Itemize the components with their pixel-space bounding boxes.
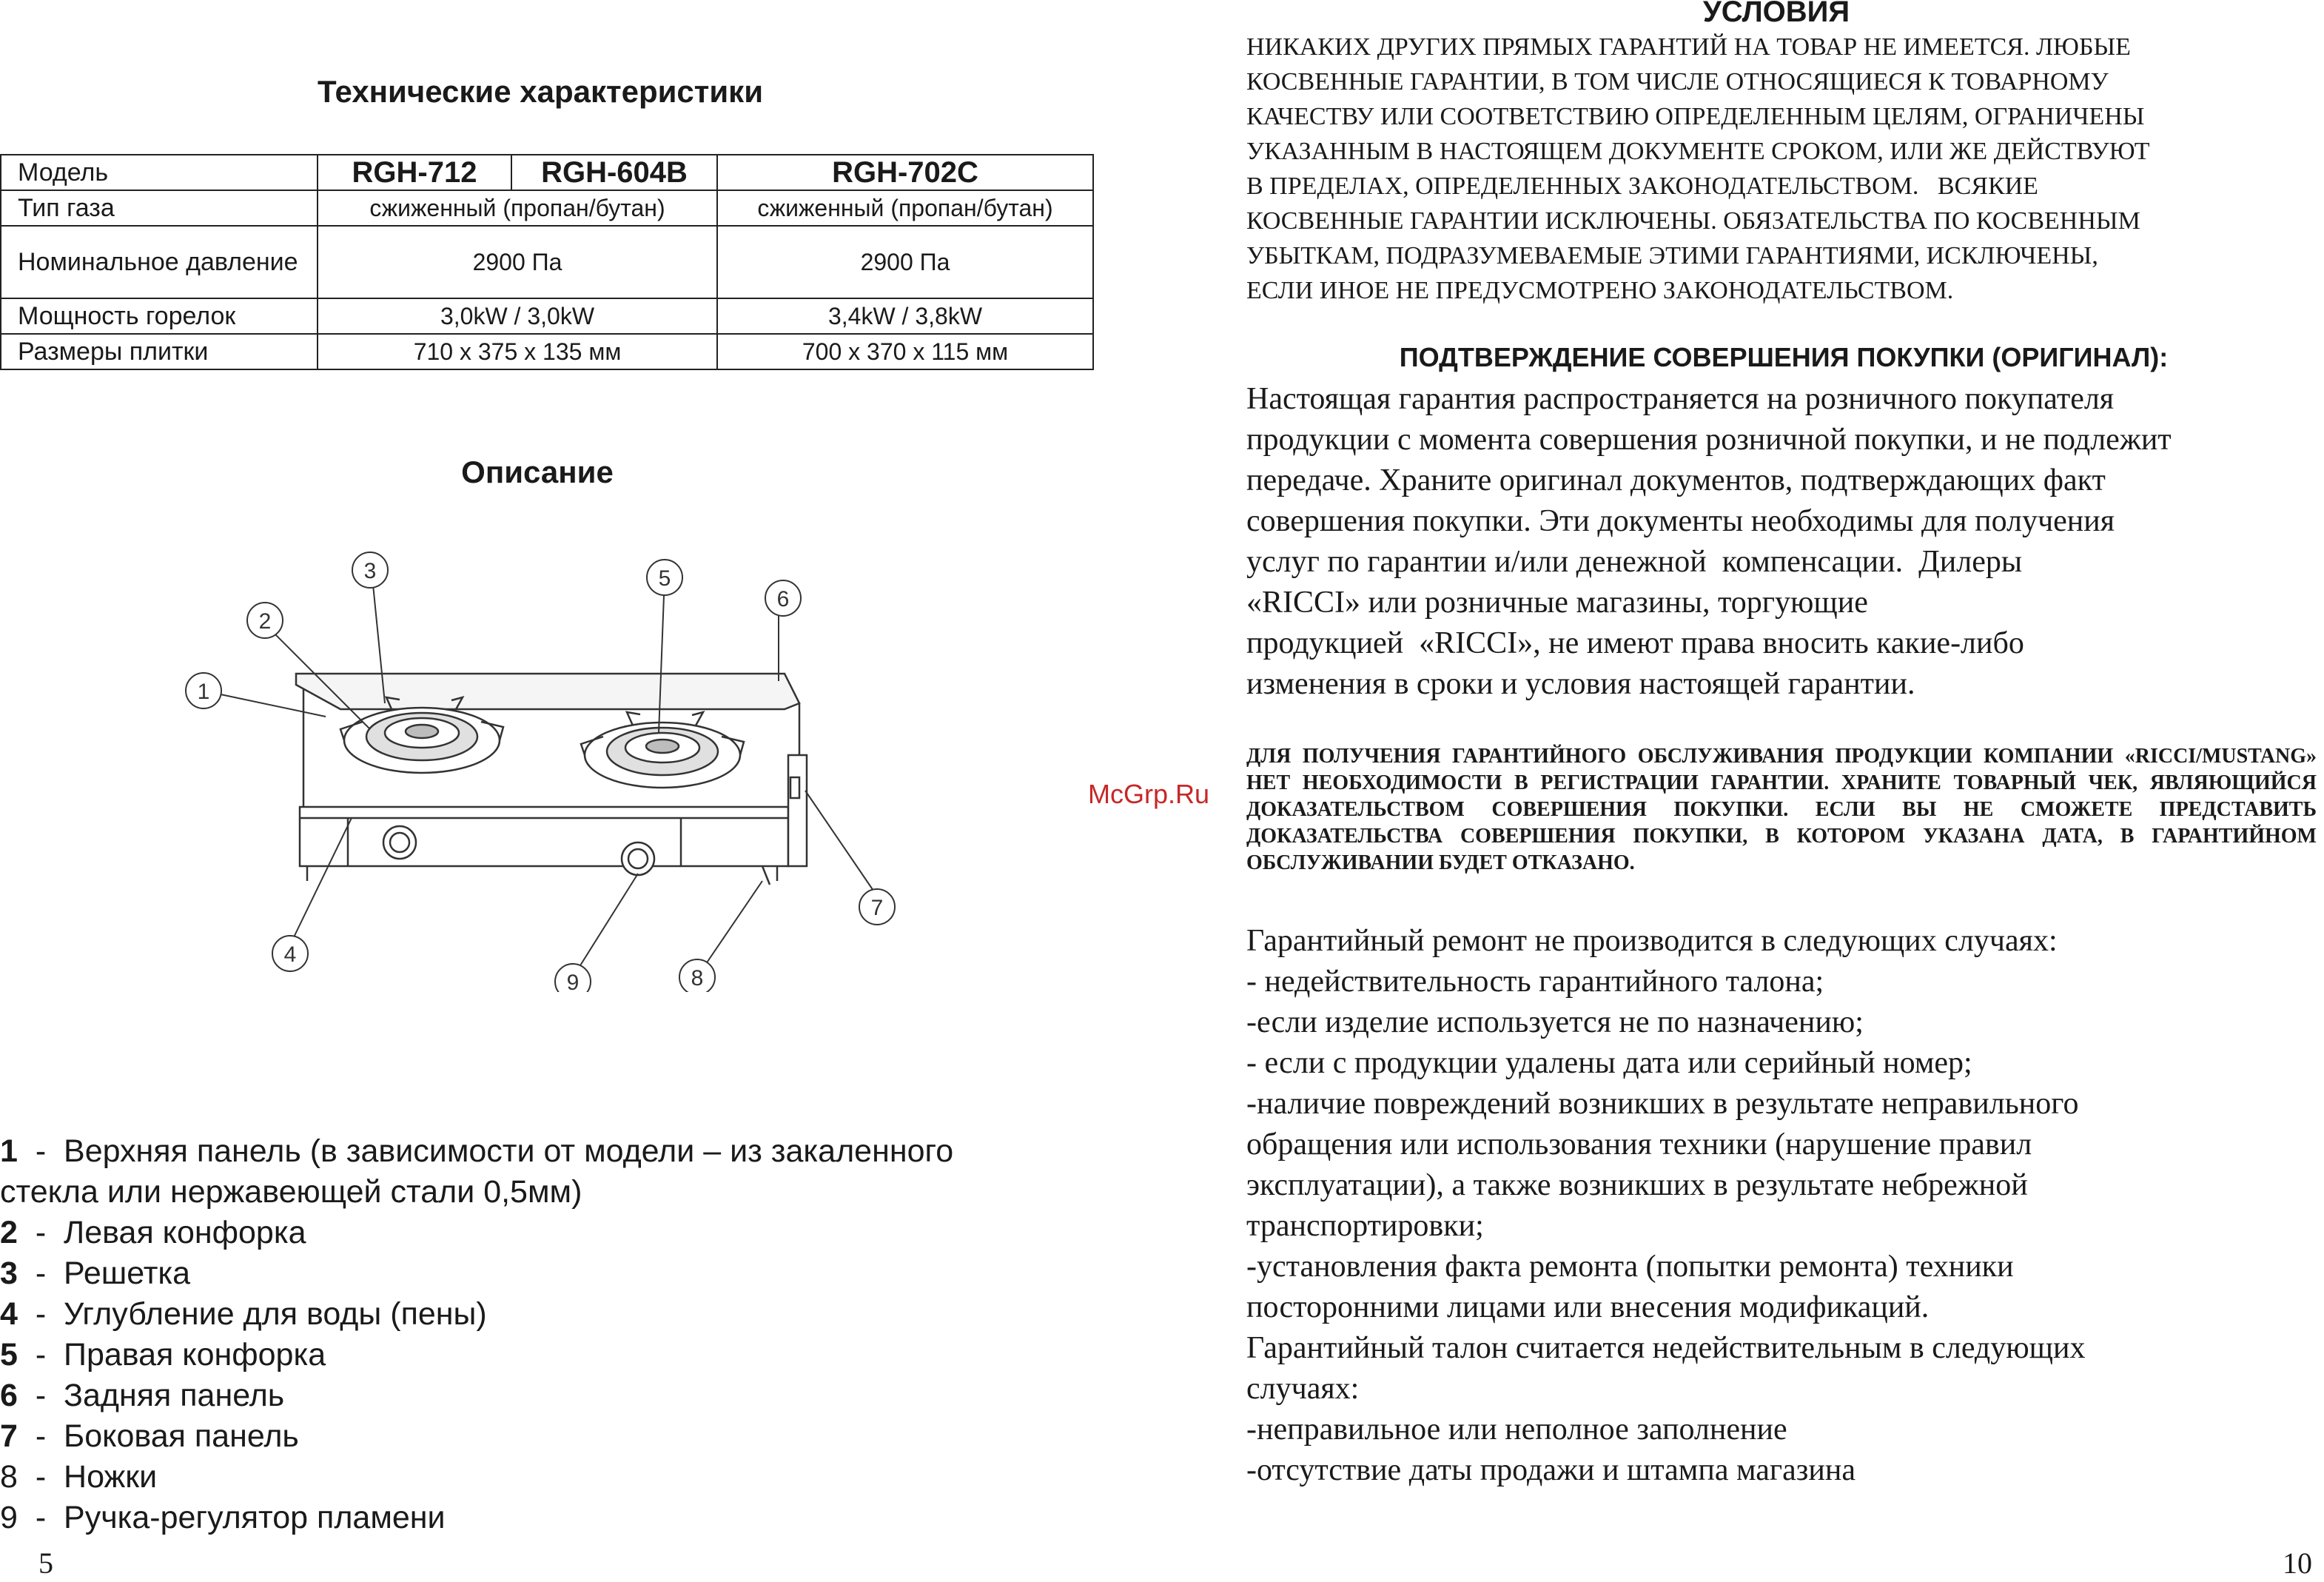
list-item: стекла или нержавеющей стали 0,5мм)	[0, 1174, 582, 1210]
text-line: НИКАКИХ ДРУГИХ ПРЯМЫХ ГАРАНТИЙ НА ТОВАР НЕ ИМЕЕТСЯ. ЛЮБЫЕ	[1246, 33, 2131, 61]
spec-row-label: Размеры плитки	[1, 334, 318, 369]
list-item: 1 - Верхняя панель (в зависимости от модели – из закаленного	[0, 1133, 954, 1169]
service-notice: ДЛЯ ПОЛУЧЕНИЯ ГАРАНТИЙНОГО ОБСЛУЖИВАНИЯ ПРОДУКЦИИ КОМПАНИИ «RICCI/MUSTANG» НЕТ НЕОБХОДИМОСТИ В РЕГИСТРАЦИИ ГАРАНТИИ. ХРАНИТЕ ТОВАРНЫЙ ЧЕК, ЯВЛЯЮЩИЙСЯ ДОКАЗАТЕЛЬСТВОМ СОВЕРШЕНИЯ ПОКУПКИ. ЕСЛИ ВЫ НЕ СМОЖЕТЕ ПРЕДСТАВИТЬ ДОКАЗАТЕЛЬСТВА СОВЕРШЕНИЯ ПОКУПКИ, В КОТОРОМ УКАЗАНА ДАТА, В ГАРАНТИЙНОМ ОБСЛУЖИВАНИИ БУДЕТ ОТКАЗАНО.	[1246, 745, 2317, 874]
text-line: эксплуатации), а также возникших в результате небрежной	[1246, 1168, 2028, 1202]
text-line: КОСВЕННЫЕ ГАРАНТИИ ИСКЛЮЧЕНЫ. ОБЯЗАТЕЛЬСТВА ПО КОСВЕННЫМ	[1246, 207, 2140, 235]
callout-2: 2	[258, 609, 272, 634]
conditions-text	[1246, 30, 2312, 308]
list-item: 2 - Левая конфорка	[0, 1215, 306, 1250]
watermark: McGrp.Ru	[1088, 779, 1210, 809]
text-line: В ПРЕДЕЛАХ, ОПРЕДЕЛЕННЫХ ЗАКОНОДАТЕЛЬСТВОМ. ВСЯКИЕ	[1246, 172, 2038, 200]
callout-9: 9	[566, 971, 580, 992]
purchase-text	[1246, 379, 2312, 705]
leader-7	[805, 791, 873, 891]
text-line: ЕСЛИ ИНОЕ НЕ ПРЕДУСМОТРЕНО ЗАКОНОДАТЕЛЬСТВОМ.	[1246, 277, 1954, 304]
text-line: Гарантийный ремонт не производится в следующих случаях:	[1246, 924, 2058, 958]
spec-row-value: 700 x 370 x 115 мм	[717, 334, 1093, 369]
left-knob-shape	[383, 826, 416, 859]
parts-list	[0, 1131, 1095, 1538]
spec-table-header-row	[1, 155, 1093, 190]
text-line: изменения в сроки и условия настоящей гарантии.	[1246, 667, 1915, 701]
page-number-right: 10	[2283, 1546, 2312, 1580]
text-line: услуг по гарантии и/или денежной компенсации. Дилеры	[1246, 545, 2023, 579]
callout-7: 7	[870, 896, 884, 920]
spec-cell-model-label: Модель	[1, 155, 318, 190]
list-item: 3 - Решетка	[0, 1256, 191, 1291]
text-line: -если изделие используется не по назначению;	[1246, 1005, 1864, 1039]
list-item: 7 - Боковая панель	[0, 1418, 299, 1454]
text-line: - если с продукции удалены дата или серийный номер;	[1246, 1046, 1972, 1080]
text-line: -неправильное или неполное заполнение	[1246, 1412, 1787, 1447]
text-line: УКАЗАННЫМ В НАСТОЯЩЕМ ДОКУМЕНТЕ СРОКОМ, ИЛИ ЖЕ ДЕЙСТВУЮТ	[1246, 138, 2150, 165]
callout-1: 1	[197, 680, 210, 704]
glass-top-shape	[296, 674, 799, 709]
text-line: продукцией «RICCI», не имеют права вносить какие-либо	[1246, 626, 2024, 660]
spec-table-row	[1, 298, 1093, 334]
text-line: продукции с момента совершения розничной покупки, и не подлежит	[1246, 423, 2172, 457]
spec-row-value: 2900 Па	[318, 226, 717, 298]
text-line: Настоящая гарантия распространяется на розничного покупателя	[1246, 382, 2115, 416]
callout-3: 3	[363, 559, 377, 583]
list-item: 6 - Задняя панель	[0, 1378, 285, 1413]
text-line: посторонними лицами или внесения модификаций.	[1246, 1290, 1930, 1324]
purchase-title: ПОДТВЕРЖДЕНИЕ СОВЕРШЕНИЯ ПОКУПКИ (ОРИГИНАЛ):	[1399, 342, 2169, 372]
spec-row-value: 710 x 375 x 135 мм	[318, 334, 717, 369]
front-body-shape	[300, 807, 788, 866]
spec-row-value: 2900 Па	[717, 226, 1093, 298]
text-line: случаях:	[1246, 1372, 1360, 1406]
spec-row-label: Тип газа	[1, 190, 318, 226]
spec-row-value: 3,4kW / 3,8kW	[717, 298, 1093, 334]
text-line: -отсутствие даты продажи и штампа магазина	[1246, 1453, 1855, 1487]
text-line: обращения или использования техники (нарушение правил	[1246, 1127, 2032, 1162]
text-line: -установления факта ремонта (попытки ремонта) техники	[1246, 1250, 2014, 1284]
right-knob-shape	[622, 842, 654, 875]
callout-5: 5	[658, 566, 671, 591]
spec-cell-model-rgh702c: RGH-702C	[717, 155, 1093, 190]
text-line: УБЫТКАМ, ПОДРАЗУМЕВАЕМЫЕ ЭТИМИ ГАРАНТИЯМИ, ИСКЛЮЧЕНЫ,	[1246, 242, 2098, 269]
stove-diagram	[178, 533, 918, 992]
spec-row-value: сжиженный (пропан/бутан)	[318, 190, 717, 226]
text-line: -наличие повреждений возникших в результате неправильного	[1246, 1087, 2079, 1121]
text-line: «RICCI» или розничные магазины, торгующие	[1246, 586, 1868, 620]
leader-9	[573, 874, 638, 977]
spec-row-label: Мощность горелок	[1, 298, 318, 334]
text-line: КАЧЕСТВУ ИЛИ СООТВЕТСТВИЮ ОПРЕДЕЛЕННЫМ ЦЕЛЯМ, ОГРАНИЧЕНЫ	[1246, 103, 2145, 130]
list-item: 8 - Ножки	[0, 1459, 158, 1495]
text-line: Гарантийный талон считается недействительным в следующих	[1246, 1331, 2086, 1365]
spec-row-value: 3,0kW / 3,0kW	[318, 298, 717, 334]
spec-title: Технические характеристики	[317, 74, 764, 109]
text-line: - недействительность гарантийного талона;	[1246, 965, 1824, 999]
spec-row-label: Номинальное давление	[1, 226, 318, 298]
spec-table-row	[1, 226, 1093, 298]
callout-8: 8	[691, 966, 704, 991]
list-item: 9 - Ручка-регулятор пламени	[0, 1500, 446, 1535]
spec-table	[0, 154, 1094, 370]
text-line: передаче. Храните оригинал документов, подтверждающих факт	[1246, 463, 2106, 497]
list-item: 4 - Углубление для воды (пены)	[0, 1296, 487, 1332]
callout-4: 4	[283, 942, 297, 967]
leader-8	[699, 881, 762, 973]
spec-table-row	[1, 190, 1093, 226]
text-line: транспортировки;	[1246, 1209, 1484, 1243]
page-number-left: 5	[38, 1546, 53, 1580]
callout-6: 6	[776, 587, 790, 611]
text-line: совершения покупки. Эти документы необходимы для получения	[1246, 504, 2115, 538]
spec-row-value: сжиженный (пропан/бутан)	[717, 190, 1093, 226]
description-title: Описание	[461, 455, 614, 489]
text-line: КОСВЕННЫЕ ГАРАНТИИ, В ТОМ ЧИСЛЕ ОТНОСЯЩИЕСЯ К ТОВАРНОМУ	[1246, 68, 2109, 95]
spec-cell-model-rgh604b: RGH-604В	[511, 155, 717, 190]
spec-cell-model-rgh712: RGH-712	[318, 155, 511, 190]
spec-table-row	[1, 334, 1093, 369]
conditions-title: УСЛОВИЯ	[1702, 0, 1850, 28]
repair-conditions	[1246, 921, 2312, 1491]
list-item: 5 - Правая конфорка	[0, 1337, 326, 1372]
